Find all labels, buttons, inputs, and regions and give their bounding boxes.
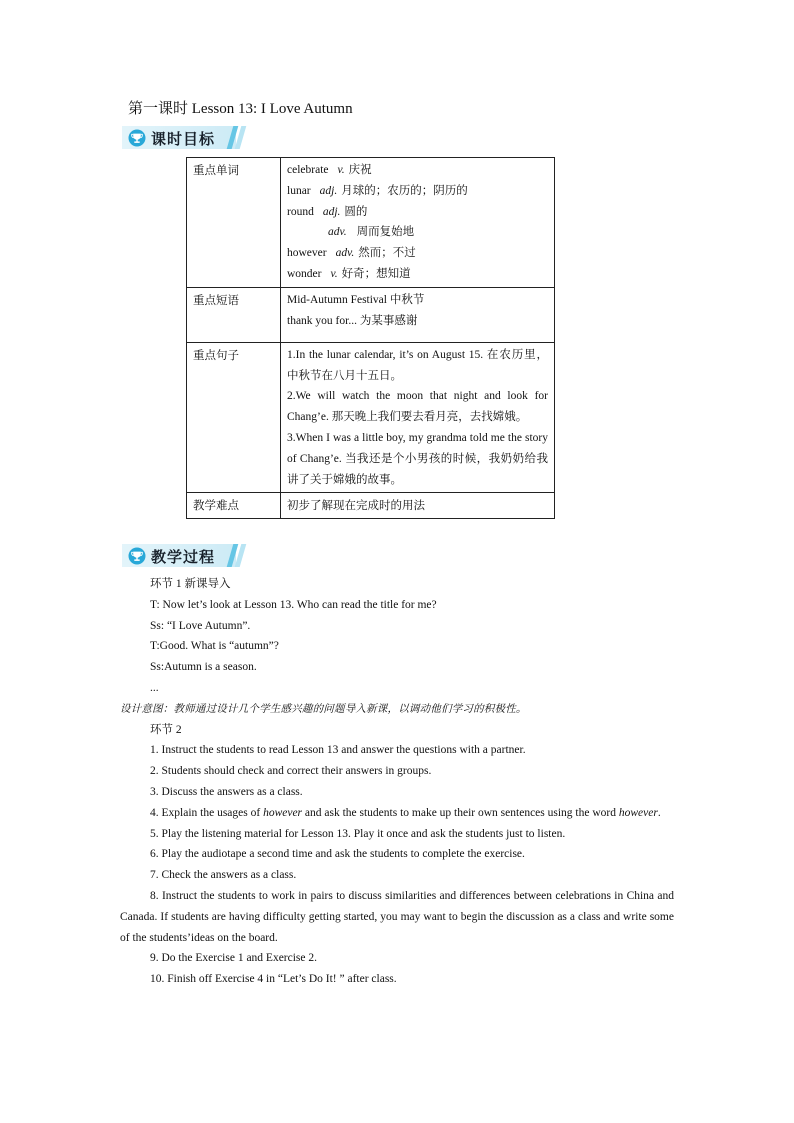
goals-table xyxy=(186,157,555,519)
section-heading-process: 教学过程 xyxy=(151,548,216,566)
phrase-entry: thank you for... 为某事感谢 xyxy=(287,314,418,327)
design-note: 设计意图：教师通过设计几个学生感兴趣的问题导入新课，以调动他们学习的积极性。 xyxy=(120,702,527,715)
sentence-entry: 2.We will watch the moon that night and look for Chang’e. 那天晚上我们要去看月亮，去找嫦娥。 xyxy=(287,390,548,424)
section-heading-goals: 课时目标 xyxy=(151,130,216,148)
difficulty-cell: 初步了解现在完成时的用法 xyxy=(281,493,555,519)
phrases-cell xyxy=(281,287,555,342)
dialogue-line: T:Good. What is “autumn”? xyxy=(150,640,279,653)
step-item: 10. Finish off Exercise 4 in “Let’s Do It! ” after class. xyxy=(150,973,397,986)
table-row xyxy=(187,287,555,342)
step-item: 6. Play the audiotape a second time and ask the students to complete the exercise. xyxy=(150,848,525,861)
trophy-icon xyxy=(128,129,146,147)
page-title: 第一课时 Lesson 13: I Love Autumn xyxy=(128,101,353,117)
row-label-words: 重点单词 xyxy=(187,158,281,288)
dialogue-line: Ss:Autumn is a season. xyxy=(150,661,257,674)
step-2-heading: 环节 2 xyxy=(150,723,182,736)
dialogue-line: Ss: “I Love Autumn”. xyxy=(150,619,251,632)
word-entry: wonder v. 好奇；想知道 xyxy=(287,267,411,280)
step-item: 9. Do the Exercise 1 and Exercise 2. xyxy=(150,952,318,965)
step-item: 8. Instruct the students to work in pairs to discuss similarities and differences between celebrations in China and Canada. If students are having difficulty getting started, you may want to begin the discussion as a class and write some of the students’ideas on the board. xyxy=(120,889,674,944)
table-row xyxy=(187,158,555,288)
table-row xyxy=(187,342,555,493)
sentences-cell xyxy=(281,342,555,493)
row-label-phrases: 重点短语 xyxy=(187,287,281,342)
word-entry: lunar adj. 月球的；农历的；阴历的 xyxy=(287,184,468,197)
row-label-difficulty: 教学难点 xyxy=(187,493,281,519)
words-cell xyxy=(281,158,555,288)
trophy-icon xyxy=(128,547,146,565)
step-1-heading: 环节 1 新课导入 xyxy=(150,578,231,590)
sentence-entry: 3.When I was a little boy, my grandma told me the story of Chang’e. 当我还是个小男孩的时候，我奶奶给我讲了关于嫦娥的故事。 xyxy=(287,431,548,486)
word-entry: celebrate v. 庆祝 xyxy=(287,164,372,176)
sentence-entry: 1.In the lunar calendar, it’s on August 15. 在农历里，中秋节在八月十五日。 xyxy=(287,348,548,382)
row-label-sentences: 重点句子 xyxy=(187,342,281,493)
word-entry: adv. 周而复始地 xyxy=(328,226,415,239)
step-item: 2. Students should check and correct their answers in groups. xyxy=(150,765,432,778)
step-item: 3. Discuss the answers as a class. xyxy=(150,785,303,798)
word-entry: round adj. 圆的 xyxy=(287,205,368,218)
section-banner-process xyxy=(122,544,244,567)
step-item: 5. Play the listening material for Lesson 13. Play it once and ask the students just to listen. xyxy=(150,827,566,840)
table-row xyxy=(187,493,555,519)
step-item: 4. Explain the usages of however and ask the students to make up their own sentences using the word however. xyxy=(150,806,661,819)
word-entry: however adv. 然而；不过 xyxy=(287,247,416,260)
step-item: 7. Check the answers as a class. xyxy=(150,869,297,882)
dialogue-line: T: Now let’s look at Lesson 13. Who can read the title for me? xyxy=(150,598,437,611)
section-banner-goals xyxy=(122,126,244,149)
process-body xyxy=(120,574,674,990)
step-item: 1. Instruct the students to read Lesson 13 and answer the questions with a partner. xyxy=(150,744,526,757)
phrase-entry: Mid-Autumn Festival 中秋节 xyxy=(287,293,425,306)
dialogue-ellipsis: ... xyxy=(150,681,159,694)
